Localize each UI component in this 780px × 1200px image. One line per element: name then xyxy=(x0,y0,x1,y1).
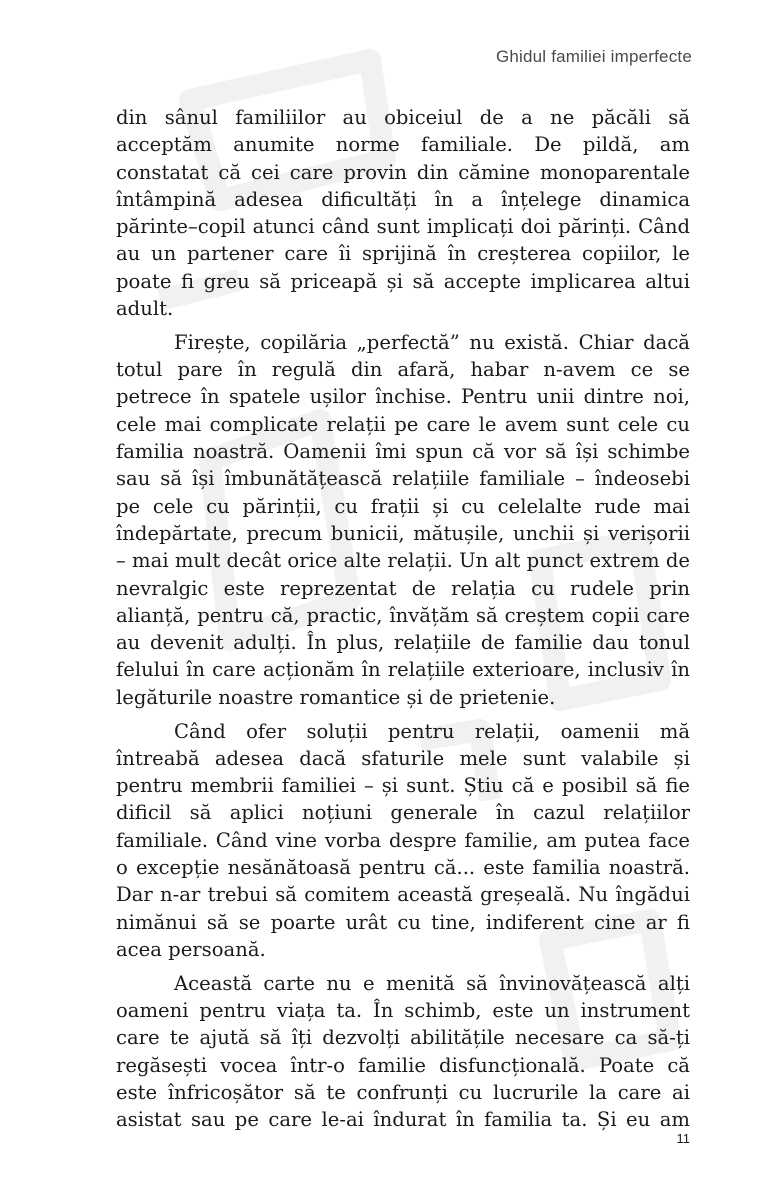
body-text xyxy=(116,104,690,1140)
running-head: Ghidul familiei imperfecte xyxy=(495,47,692,66)
page-number: 11 xyxy=(676,1131,690,1146)
paragraph: Această carte nu e menită să învinovățească alți oameni pentru viața ta. În schimb, este un instrument care te ajută să îți dezvolți abilitățile necesare ca să-ți regăsești vocea într-o familie disfuncțională. Poate că este înfricoșător să te confrunți cu lucrurile la care ai asistat sau pe care le-ai îndurat în familia ta. Și eu am xyxy=(116,971,690,1132)
paragraph: Când ofer soluții pentru relații, oamenii mă întreabă adesea dacă sfaturile mele sunt valabile și pentru membrii familiei – și sunt. Știu că e posibil să fie dificil să aplici noțiuni generale în cazul relațiilor familiale. Când vine vorba despre familie, am putea face o excepție nesănătoasă pentru că... este familia noastră. Dar n-ar trebui să comitem această greșeală. Nu îngădui nimănui să se poarte urât cu tine, indiferent cine ar fi acea persoană. xyxy=(116,719,690,961)
paragraph: din sânul familiilor au obiceiul de a ne păcăli să acceptăm anumite norme familiale. De pildă, am constatat că cei care provin din cămine monoparentale întâmpină adesea dificultăți în a înțelege dinamica părinte–copil atunci când sunt implicați doi părinți. Când au un partener care îi sprijină în creșterea copiilor, le poate fi greu să priceapă și să accepte implicarea altui adult. xyxy=(116,106,690,321)
paragraph: Firește, copilăria „perfectă” nu există. Chiar dacă totul pare în regulă din afară, habar n-avem ce se petrece în spatele ușilor închise. Pentru unii dintre noi, cele mai complicate relații pe care le avem sunt cele cu familia noastră. Oamenii îmi spun că vor să își schimbe sau să își îmbunătățească relațiile familiale – îndeosebi pe cele cu părinții, cu frații și cu celelalte rude mai îndepărtate, precum bunicii, mătușile, unchii și verișorii – mai mult decât orice alte relații. Un alt punct extrem de nevralgic este reprezentat de relația cu rudele prin alianță, pentru că, practic, învățăm să creștem copii care au devenit adulți. În plus, relațiile de familie dau tonul felului în care acționăm în relațiile exterioare, inclusiv în legăturile noastre romantice și de prietenie. xyxy=(116,330,690,709)
